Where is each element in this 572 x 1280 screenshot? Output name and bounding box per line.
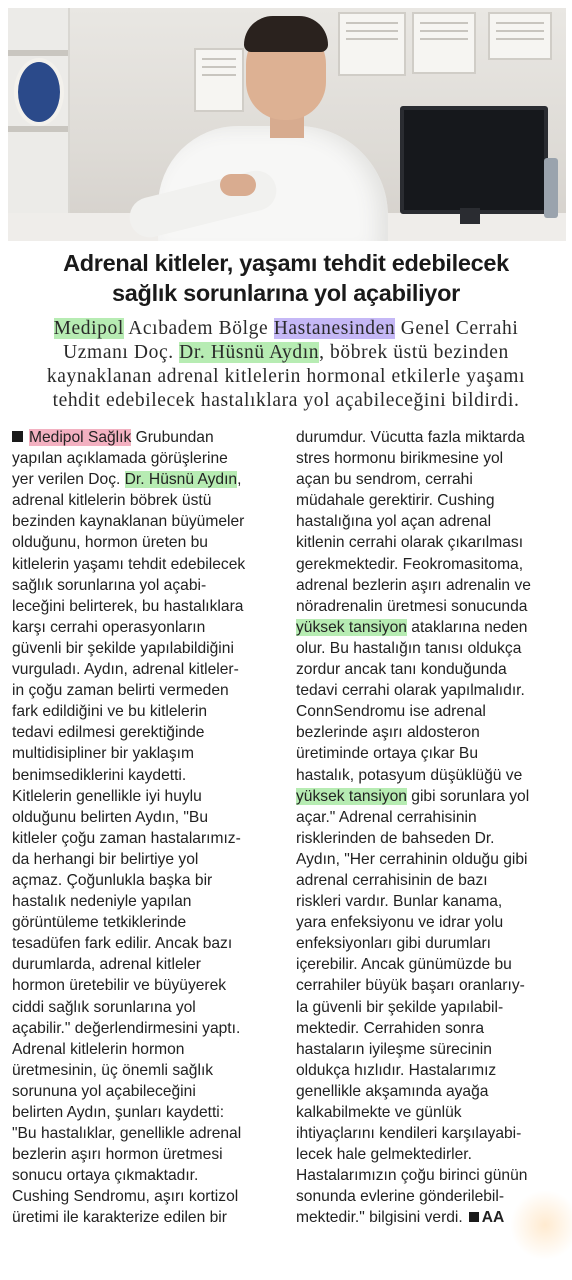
article-line: ciddi sağlık sorunlarına yol <box>12 998 196 1016</box>
article-line: Medipol Sağlık Grubundan <box>12 427 290 448</box>
highlight-medipol: Medipol <box>53 318 124 339</box>
article-line: gerekmektedir. Feokromasitoma, <box>296 555 524 573</box>
article-line: ConnSendromu ise adrenal <box>296 703 486 721</box>
article-lines <box>296 427 568 617</box>
article-line: açmaz. Çoğunlukla başka bir <box>12 871 213 889</box>
article-line: üretimi ile karakterize edilen bir <box>12 1209 227 1227</box>
article-line: hastaların iyileşme sürecinin <box>296 1040 492 1058</box>
article-line: da herhangi bir belirtiye yol <box>12 850 199 868</box>
lead-paragraph <box>8 317 564 413</box>
doctor-photo <box>8 8 566 241</box>
article-line: adrenal kitlelerin böbrek üstü <box>12 492 212 510</box>
article-line: tedavi edilmesi gerektiğinde <box>12 724 205 742</box>
article-line: olduğunu, hormon üreten bu <box>12 534 208 552</box>
article-line: Aydın, "Her cerrahinin olduğu gibi <box>296 850 528 868</box>
article-line: üretmesinin, üç önemli sağlık <box>12 1061 214 1079</box>
headline <box>8 248 564 308</box>
lead-line: kaynaklanan adrenal kitlelerin hormonal etkilerle yaşamı <box>46 366 526 387</box>
article-line: bezlerin aşırı hormon üretmesi <box>12 1146 223 1164</box>
article-line: kitlelerin yaşamı tehdit edebilecek <box>12 555 246 573</box>
article-line: multidisipliner bir yaklaşım <box>12 745 194 763</box>
pen-holder <box>544 158 558 218</box>
article-line: hastalık nedeniyle yapılan <box>12 893 192 911</box>
article-line: Kitlelerin genellikle iyi huylu <box>12 787 202 805</box>
article-lines <box>12 490 290 1228</box>
highlight-hospital: Hastanesinden <box>273 318 396 339</box>
lead-line: tehdit edebilecek hastalıklara yol açabileceğini bildirdi. <box>52 390 520 411</box>
computer-monitor <box>400 106 548 214</box>
article-line: risklerinden de bahseden Dr. <box>296 829 495 847</box>
article-line: in çoğu zaman belirti vermeden <box>12 682 229 700</box>
agency-signature: AA <box>481 1209 505 1227</box>
article-column-left <box>12 427 290 1229</box>
article-line: hormon üretebilir ve büyüyerek <box>12 977 227 995</box>
article-line: açan bu sendrom, cerrahi <box>296 471 473 489</box>
article-line: enfeksiyonları gibi durumları <box>296 935 492 953</box>
article-line: la güvenli bir şekilde yapılabil- <box>296 998 504 1016</box>
article-line: kitlenin cerrahi olarak çıkarılması <box>296 534 524 552</box>
shelf <box>8 8 70 241</box>
article-line: stres hormonu birikmesine yol <box>296 450 504 468</box>
article-line: sonunda evlerine gönderilebil- <box>296 1188 505 1206</box>
highlight-medipol-group: Medipol Sağlık <box>29 429 132 446</box>
wall-certificate <box>412 12 476 74</box>
article-line: Hastalarımızın çoğu birinci günün <box>296 1167 528 1185</box>
watermark <box>510 1190 572 1260</box>
article-line: vurguladı. Aydın, adrenal kitleler- <box>12 661 239 679</box>
article-line: cerrahiler büyük başarı oranlarıy- <box>296 977 525 995</box>
decorative-plate <box>14 58 64 126</box>
article-line: adrenal cerrahisinin de bazı <box>296 871 488 889</box>
bullet-square-icon <box>12 431 23 442</box>
article-line: bezlerinde aşırı aldosteron <box>296 724 480 742</box>
article-line: üretiminde ortaya çıkar Bu <box>296 745 479 763</box>
article-line: Cushing Sendromu, aşırı kortizol <box>12 1188 239 1206</box>
article-line: benimsediklerini kaydetti. <box>12 766 187 784</box>
wall-certificate <box>194 48 244 112</box>
article-line: olduğunu belirten Aydın, "Bu <box>12 808 208 826</box>
article-line: mektedir. Cerrahiden sonra <box>296 1019 485 1037</box>
article-line: yara enfeksiyonu ve idrar yolu <box>296 914 504 932</box>
article-line: genellikle akşamında ayağa <box>296 1082 489 1100</box>
article-line: karşı cerrahi operasyonların <box>12 618 206 636</box>
article-line: açabilir." değerlendirmesini yaptı. <box>12 1019 241 1037</box>
article-line: sonucu ortaya çıkmaktadır. <box>12 1167 199 1185</box>
article-line: leceğini belirterek, bu hastalıklara <box>12 597 244 615</box>
article-line: açar." Adrenal cerrahisinin <box>296 808 477 826</box>
article-line: görüntüleme tetkiklerinde <box>12 914 187 932</box>
article-line: yer verilen Doç. Dr. Hüsnü Aydın, <box>12 471 242 489</box>
article-line: belirten Aydın, şunları kaydetti: <box>12 1104 225 1121</box>
article-line: kitleler çoğu zaman hastalarımız- <box>12 829 241 847</box>
article-line: nöradrenalin üretmesi sonucunda <box>296 597 528 615</box>
article-lines <box>296 807 568 1208</box>
highlight-high-blood-pressure: yüksek tansiyon <box>296 618 407 636</box>
article-line: riskleri vardır. Bunlar kanama, <box>296 893 503 911</box>
article-line: fark edildiğini ve bu kitlelerin <box>12 703 208 721</box>
article-line: zordur ancak tanı konduğunda <box>296 661 507 679</box>
article-line: durumdur. Vücutta fazla miktarda <box>296 429 525 446</box>
article-line: tedavi cerrahi olarak yapılmalıdır. <box>296 682 525 700</box>
wall-certificate <box>488 12 552 60</box>
highlight-doctor-name: Dr. Hüsnü Aydın <box>179 342 320 363</box>
article-column-right <box>296 427 568 1229</box>
article-lines <box>296 638 568 786</box>
article-line: kalkabilmekte ve günlük <box>296 1104 462 1121</box>
headline-line: sağlık sorunlarına yol açabiliyor <box>112 280 460 306</box>
article-line: Adrenal kitlelerin hormon <box>12 1040 185 1058</box>
article-line: müdahale gerektirir. Cushing <box>296 492 495 510</box>
article-line: yapılan açıklamada görüşlerine <box>12 450 228 468</box>
article-line: adrenal bezlerin aşırı adrenalin ve <box>296 576 531 594</box>
article-line: yüksek tansiyon ataklarına neden <box>296 618 528 636</box>
lead-line: Uzmanı Doç. Dr. Hüsnü Aydın, böbrek üstü bezinden <box>63 342 509 363</box>
article-line: ihtiyaçlarını kendileri karşılayabi- <box>296 1125 522 1143</box>
article-line: olur. Bu hastalığın tanısı oldukça <box>296 639 522 657</box>
end-square-icon <box>469 1212 479 1222</box>
highlight-high-blood-pressure: yüksek tansiyon <box>296 787 407 805</box>
lead-line: Medipol Acıbadem Bölge Hastanesinden Genel Cerrahi <box>53 318 519 339</box>
article-line: "Bu hastalıklar, genellikle adrenal <box>12 1125 242 1143</box>
article-line: bezinden kaynaklanan büyümeler <box>12 513 245 531</box>
article-line: hastalığına yol açan adrenal <box>296 513 492 531</box>
article-line: durumlarda, adrenal kitleler <box>12 956 201 974</box>
article-line: mektedir." bilgisini verdi. AA <box>296 1209 505 1227</box>
article-line: sağlık sorunlarına yol açabi- <box>12 576 207 594</box>
highlight-doctor-name: Dr. Hüsnü Aydın <box>124 471 238 489</box>
article-line: hastalık, potasyum düşüklüğü ve <box>296 766 523 784</box>
article-line: içerebilir. Ancak günümüzde bu <box>296 956 512 974</box>
article-line: tesadüfen fark edilir. Ancak bazı <box>12 935 233 953</box>
article-line: lecek hale gelmektedirler. <box>296 1146 472 1164</box>
article-line: yüksek tansiyon gibi sorunlara yol <box>296 787 530 805</box>
article-line: güvenli bir şekilde yapılabildiğini <box>12 639 234 657</box>
wall-certificate <box>338 12 406 76</box>
headline-line: Adrenal kitleler, yaşamı tehdit edebilecek <box>63 250 509 276</box>
article-line: oldukça hızlıdır. Hastalarımız <box>296 1061 497 1079</box>
article-line: sorununa yol açabileceğini <box>12 1082 196 1100</box>
